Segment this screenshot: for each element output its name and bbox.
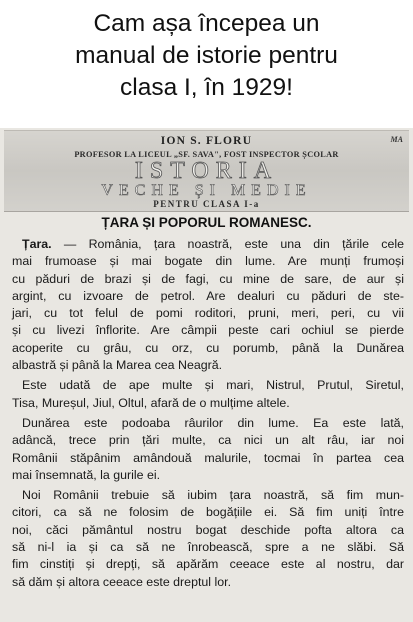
caption-line: Cam așa începea un — [93, 10, 320, 37]
text-line: să ni-l ia și ca să ne înrobească, spre a ne slăbi. Să — [12, 540, 404, 555]
text-line: jari, cu tot felul de pomi roditori, pruni, meri, peri, cu vii — [12, 306, 404, 321]
corner-mark: MA — [390, 135, 403, 144]
text-line: Românii stăpânim amândouă malurile, tocmai în partea cea — [12, 450, 404, 465]
text-line: Tisa, Mureșul, Jiul, Oltul, afară de o mulțime altele. — [12, 395, 290, 410]
book-subtitle: VECHE ȘI MEDIE — [101, 182, 312, 199]
text-line: Noi Românii trebuie să iubim țara noastră, să fim mun- — [22, 488, 404, 503]
caption-line: clasa I, în 1929! — [120, 74, 293, 101]
text-line: noi, căci pământul nostru bogat deschide pofta altora ca — [12, 522, 404, 537]
text-line-rest: — România, țara noastră, este una din țările cele — [51, 237, 404, 251]
text-line — [12, 236, 404, 253]
caption — [0, 8, 413, 104]
text-line: albastră și până la Marea cea Neagră. — [12, 358, 223, 373]
section-label: Țara. — [22, 237, 52, 251]
text-line: argint, cu izvoare de petrol. Are dealuri cu păduri de ste- — [12, 288, 404, 303]
text-line: acoperite cu grâu, cu orz, cu porumb, până la Dunărea — [12, 340, 404, 355]
text-line: și cu livezi înflorite. Are câmpii peste cari ochiul se pierde — [12, 323, 404, 338]
book-title: ISTORIA — [134, 158, 279, 184]
text-line: să dăm și altora ceeace este dreptul lor. — [12, 574, 232, 589]
chapter-text — [12, 233, 404, 594]
text-line: cu păduri de brazi și de fagi, cu mine de sare, de aur și — [12, 271, 404, 286]
text-line: mai frumoase și mai bogate din lume. Are munți frumoși — [12, 254, 404, 269]
chapter-heading: ȚARA ȘI POPORUL ROMANESC. — [101, 215, 312, 230]
caption-line: manual de istorie pentru — [75, 42, 338, 69]
text-line: citori, ca să ne folosim de bogățiile ei. Să fim uniți între — [12, 505, 404, 520]
book-cover-banner — [4, 130, 409, 212]
book-author: ION S. FLORU — [160, 135, 253, 147]
text-line: adâncă, trece prin țări multe, ca nici un alt râu, iar noi — [12, 433, 404, 448]
text-line: mai însemnată, la gurile ei. — [12, 467, 161, 482]
book-grade: PENTRU CLASA I-a — [153, 199, 260, 209]
text-line: fim cinstiți și drepți, să apărăm ceeace este al nostru, dar — [12, 557, 404, 572]
author-profession: PROFESOR LA LICEUL „SF. SAVA", FOST INSPECTOR ȘCOLAR — [74, 150, 339, 159]
text-line: Este udată de ape multe și mari, Nistrul, Prutul, Siretul, — [22, 378, 404, 393]
text-line: Dunărea este podoaba râurilor din lume. Ea este lată, — [22, 415, 404, 430]
